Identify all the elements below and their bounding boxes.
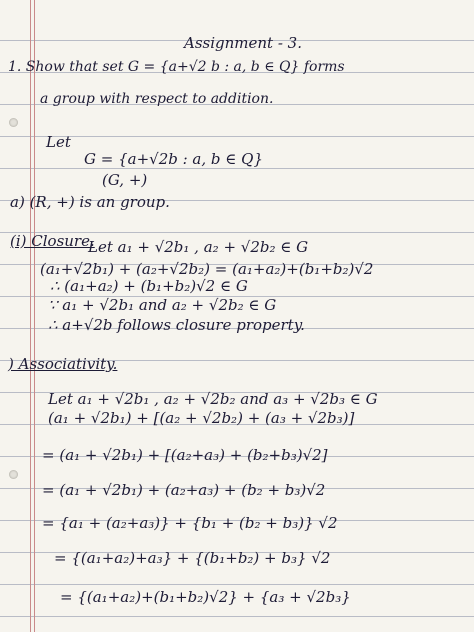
text-line: (G, +) (102, 171, 148, 189)
text-line: Let a₁ + √2b₁ , a₂ + √2b₂ and a₃ + √2b₃ ∈ G (48, 390, 378, 408)
math-line: ∴ a+√2b follows closure property. (48, 316, 305, 334)
math-line: = (a₁ + √2b₁) + [(a₂+a₃) + (b₂+b₃)√2] (42, 446, 328, 464)
text-line: Let a₁ + √2b₁ , a₂ + √2b₂ ∈ G (88, 238, 309, 256)
text-line: G = {a+√2b : a, b ∈ Q} (84, 150, 263, 168)
math-line: ∴ (a₁+a₂) + (b₁+b₂)√2 ∈ G (50, 277, 248, 295)
math-line: ∵ a₁ + √2b₁ and a₂ + √2b₂ ∈ G (48, 296, 277, 314)
math-line: = {a₁ + (a₂+a₃)} + {b₁ + (b₂ + b₃)} √2 (42, 514, 338, 532)
math-line: (a₁+√2b₁) + (a₂+√2b₂) = (a₁+a₂)+(b₁+b₂)√2 (40, 260, 374, 278)
math-line: = {(a₁+a₂)+a₃} + {(b₁+b₂) + b₃} √2 (54, 549, 331, 567)
math-line: = {(a₁+a₂)+(b₁+b₂)√2} + {a₃ + √2b₃} (60, 588, 351, 606)
binder-hole (9, 118, 18, 127)
section-heading-associativity: ) Associativity. (8, 355, 118, 373)
assignment-title: Assignment - 3. (184, 34, 302, 52)
text-line: a) (R, +) is an group. (10, 193, 170, 211)
question-line: 1. Show that set G = {a+√2 b : a, b ∈ Q} forms (8, 59, 345, 75)
question-line: a group with respect to addition. (40, 91, 274, 107)
math-line: = (a₁ + √2b₁) + (a₂+a₃) + (b₂ + b₃)√2 (42, 481, 326, 499)
binder-hole (9, 470, 18, 479)
text-line: Let (46, 133, 71, 151)
section-heading-closure: (i) Closure. (10, 232, 95, 250)
margin-line (30, 0, 31, 632)
margin-line (34, 0, 35, 632)
math-line: (a₁ + √2b₁) + [(a₂ + √2b₂) + (a₃ + √2b₃)] (48, 409, 355, 427)
